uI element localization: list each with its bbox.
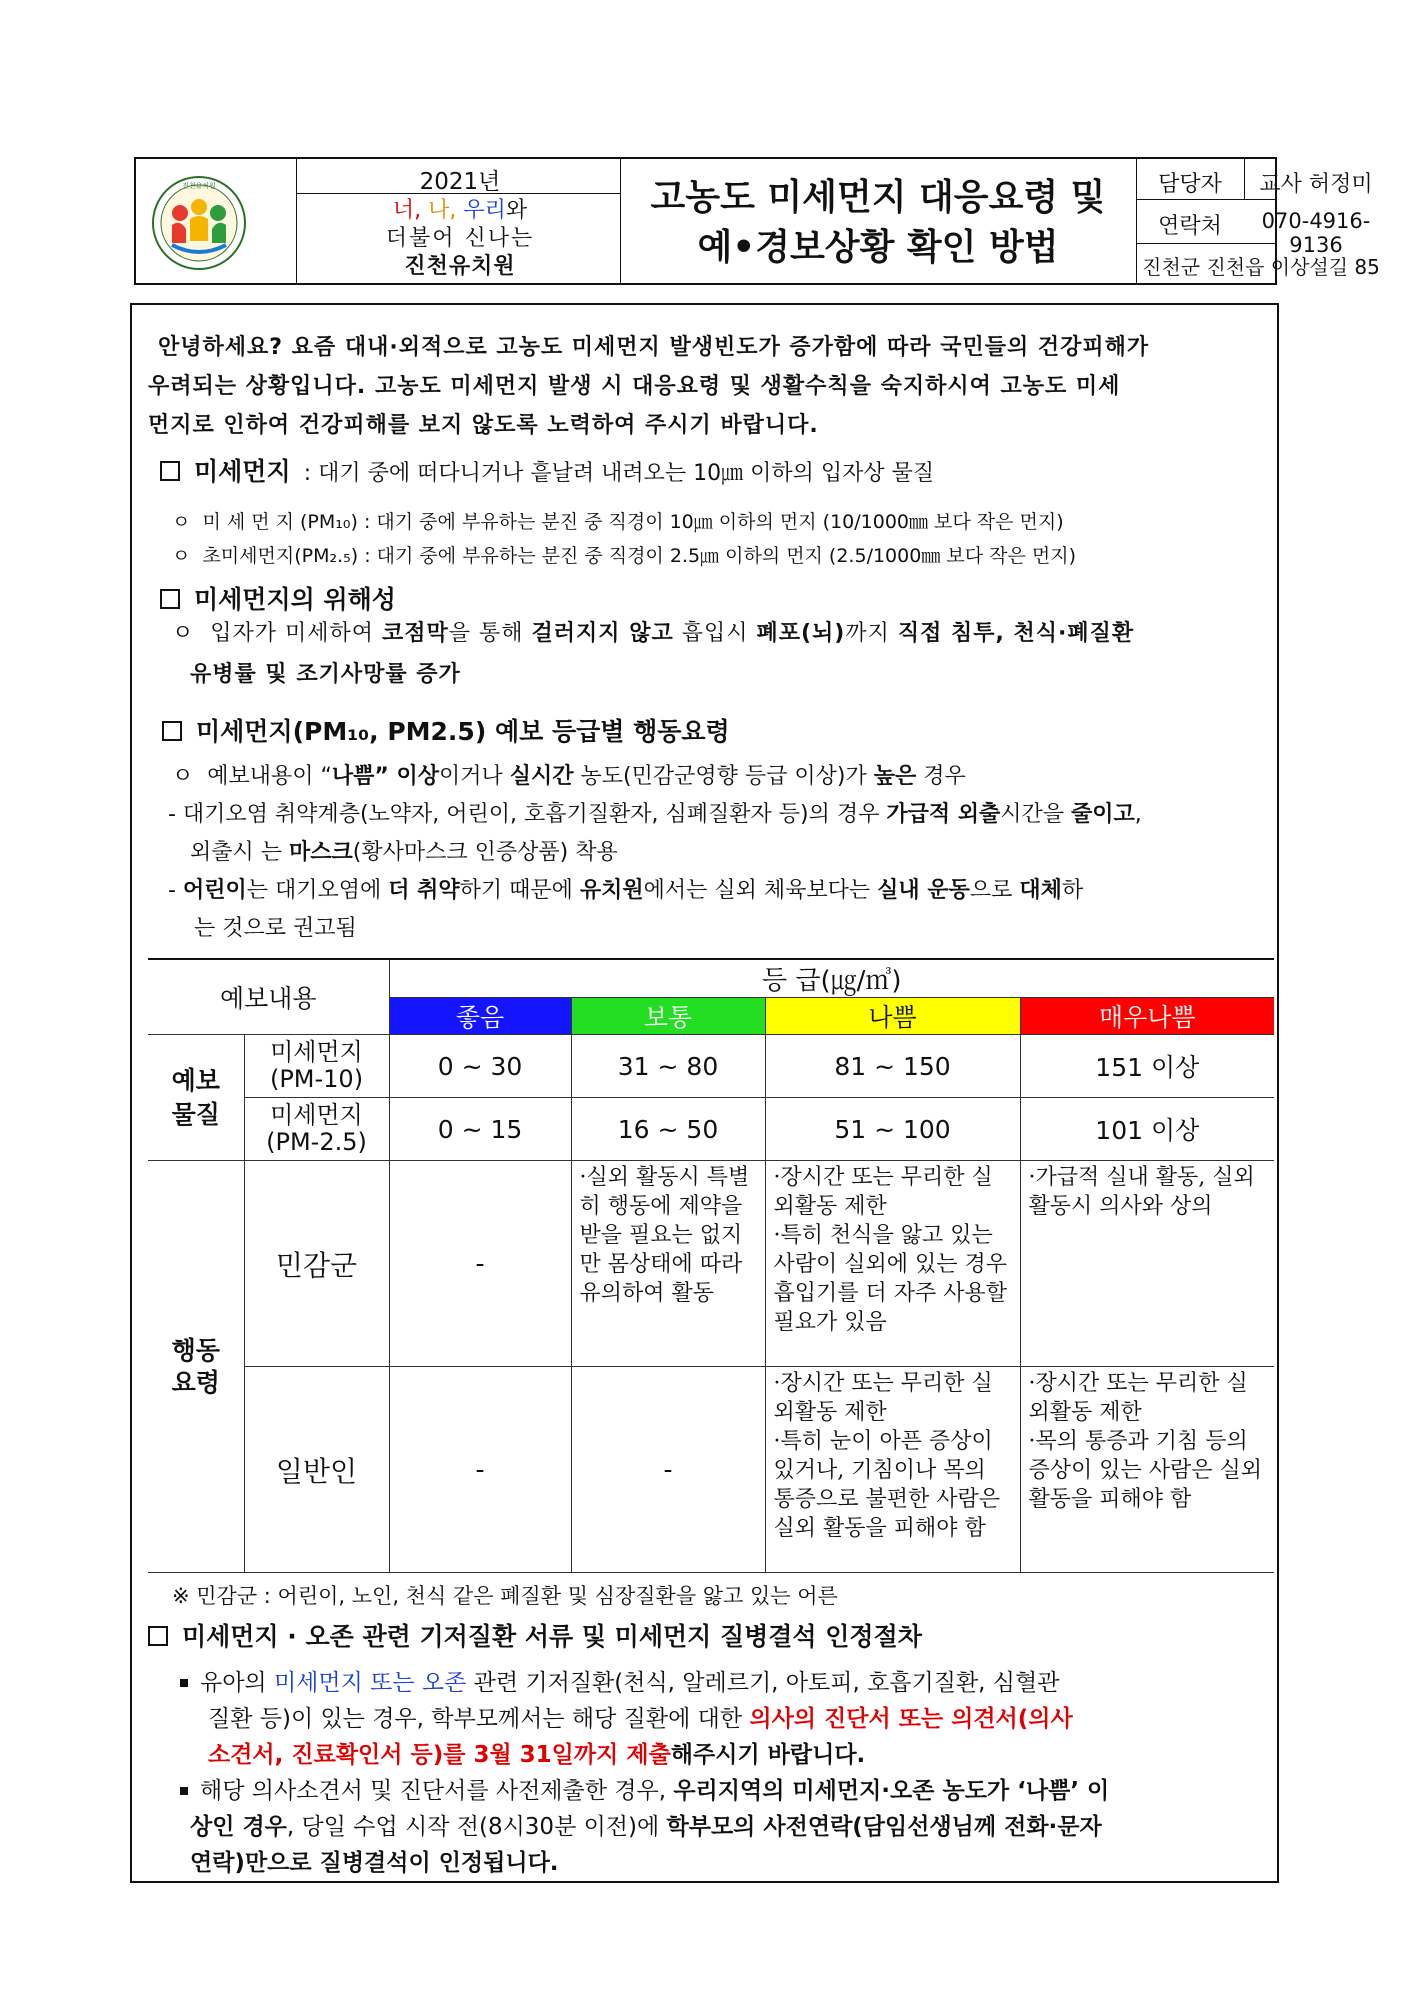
disease-p1-line-1: 유아의 미세먼지 또는 오존 관련 기저질환(천식, 알레르기, 아토피, 호흡기질환, 심혈관 <box>180 1664 1059 1697</box>
disease-p2-line-2: 상인 경우, 당일 수업 시작 전(8시30분 이전)에 학부모의 사전연락(담임선생님께 전화·문자 <box>190 1814 1102 1840</box>
definition-section: 미세먼지 : 대기 중에 떠다니거나 흩날려 내려오는 10㎛ 이하의 입자상 물질 <box>160 452 934 488</box>
checkbox-icon <box>160 589 180 609</box>
general-very-bad: ·장시간 또는 무리한 실외활동 제한 ·목의 통증과 기침 등의 증상이 있는 사람은 실외 활동을 피해야 함 <box>1020 1367 1274 1573</box>
svg-text:진천유치원: 진천유치원 <box>182 182 216 190</box>
pm10-bad: 81 ~ 150 <box>765 1035 1020 1098</box>
intro-line-3: 먼지로 인하여 건강피해를 보지 않도록 노력하여 주시기 바랍니다. <box>148 413 819 438</box>
divider <box>1136 199 1277 200</box>
divider <box>1244 159 1245 199</box>
grade-bad: 나쁨 <box>765 998 1020 1035</box>
action-line-5: 는 것으로 권고됨 <box>194 916 357 941</box>
checkbox-icon <box>162 721 182 741</box>
pm25-very-bad: 101 이상 <box>1020 1098 1274 1161</box>
bullet-icon <box>180 1787 188 1795</box>
action-label: 행동 요령 <box>148 1161 244 1573</box>
manager-value: 교사 허정미 <box>1259 172 1373 197</box>
page-title: 고농도 미세먼지 대응요령 및 예•경보상황 확인 방법 <box>650 177 1106 268</box>
action-line-3: 외출시 는 마스크(황사마스크 인증상품) 착용 <box>190 840 618 865</box>
checkbox-icon <box>160 461 180 481</box>
bullet-icon <box>180 1679 188 1687</box>
harm-section: 미세먼지의 위해성 <box>160 580 396 616</box>
pm10-very-bad: 151 이상 <box>1020 1035 1274 1098</box>
pm25-bad: 51 ~ 100 <box>765 1098 1020 1161</box>
sensitive-label: 민감군 <box>244 1161 389 1367</box>
contact-value: 070-4916-9136 <box>1261 209 1371 257</box>
general-label: 일반인 <box>244 1367 389 1573</box>
address: 진천군 진천읍 이상설길 85 <box>1142 255 1380 279</box>
intro-line-2: 우려되는 상황입니다. 고농도 미세먼지 발생 시 대응요령 및 생활수칙을 숙지하시여 고농도 미세 <box>148 374 1121 399</box>
year-label: 2021년 <box>419 169 501 195</box>
manager-label: 담당자 <box>1158 172 1222 197</box>
pm10-label: 미세먼지 (PM-10) <box>244 1035 389 1098</box>
sensitive-good: - <box>389 1161 571 1367</box>
sensitive-very-bad: ·가급적 실내 활동, 실외 활동시 의사와 상의 <box>1020 1161 1274 1367</box>
harm-line-2: 유병률 및 조기사망률 증가 <box>190 662 461 687</box>
pm25-good: 0 ~ 15 <box>389 1098 571 1161</box>
slogan: 너, 나, 우리와 더불어 신나는 진천유치원 <box>385 198 535 279</box>
action-line-2: - 대기오염 취약계층(노약자, 어린이, 호흡기질환자, 심폐질환자 등)의 경우 가급적 외출시간을 줄이고, <box>168 802 1142 827</box>
disease-p1-line-2: 질환 등)이 있는 경우, 학부모께서는 해당 질환에 대한 의사의 진단서 또는 의견서(의사 <box>208 1706 1073 1732</box>
sensitive-bad: ·장시간 또는 무리한 실외활동 제한 ·특히 천식을 앓고 있는 사람이 실외에 있는 경우 흡입기를 더 자주 사용할 필요가 있음 <box>765 1161 1020 1367</box>
general-normal: - <box>571 1367 765 1573</box>
pm25-normal: 16 ~ 50 <box>571 1098 765 1161</box>
disease-section: 미세먼지 · 오존 관련 기저질환 서류 및 미세먼지 질병결석 인정절차 <box>148 1617 922 1653</box>
sensitive-normal: ·실외 활동시 특별히 행동에 제약을 받을 필요는 없지만 몸상태에 따라 유의하여 활동 <box>571 1161 765 1367</box>
checkbox-icon <box>148 1626 168 1646</box>
divider <box>620 159 621 283</box>
intro-line-1: 안녕하세요? 요즘 대내·외적으로 고농도 미세먼지 발생빈도가 증가함에 따라 국민들의 건강피해가 <box>158 335 1150 360</box>
action-line-4: - 어린이는 대기오염에 더 취약하기 때문에 유치원에서는 실외 체육보다는 실내 운동으로 대체하 <box>168 878 1084 903</box>
disease-p1-line-3: 소견서, 진료확인서 등)를 3월 31일까지 제출해주시기 바랍니다. <box>208 1742 866 1768</box>
forecast-header: 예보내용 <box>148 959 389 1035</box>
general-good: - <box>389 1367 571 1573</box>
grade-header: 등 급(㎍/㎥) <box>389 959 1274 998</box>
disease-p2-line-1: 해당 의사소견서 및 진단서를 사전제출한 경우, 우리지역의 미세먼지·오존 농도가 ‘나쁨’ 이 <box>180 1772 1109 1805</box>
grade-good: 좋음 <box>389 998 571 1035</box>
divider <box>296 159 297 283</box>
disease-p2-line-3: 연락)만으로 질병결석이 인정됩니다. <box>190 1850 559 1876</box>
grade-normal: 보통 <box>571 998 765 1035</box>
grade-table <box>148 958 1274 1573</box>
general-bad: ·장시간 또는 무리한 실외활동 제한 ·특히 눈이 아픈 증상이 있거나, 기침이나 목의 통증으로 불편한 사람은 실외 활동을 피해야 함 <box>765 1367 1020 1573</box>
substance-label: 예보 물질 <box>148 1035 244 1161</box>
header-box <box>134 157 1380 285</box>
grade-very-bad: 매우나쁨 <box>1020 998 1274 1035</box>
harm-line-1: ㅇ 입자가 미세하여 코점막을 통해 걸러지지 않고 흡입시 폐포(뇌)까지 직접 침투, 천식·폐질환 <box>172 621 1135 646</box>
pm25-definition: ㅇ 초미세먼지(PM₂.₅) : 대기 중에 부유하는 분진 중 직경이 2.5㎛ 이하의 먼지 (2.5/1000㎜ 보다 작은 먼지) <box>172 545 1076 567</box>
table-note: ※ 민감군 : 어린이, 노인, 천식 같은 폐질환 및 심장질환을 앓고 있는 어른 <box>172 1584 838 1608</box>
action-line-1: ㅇ 예보내용이 “나쁨” 이상이거나 실시간 농도(민감군영향 등급 이상)가 높은 경우 <box>172 764 966 789</box>
action-section: 미세먼지(PM₁₀, PM2.5) 예보 등급별 행동요령 <box>162 712 730 748</box>
kindergarten-logo-icon <box>144 173 254 273</box>
pm10-normal: 31 ~ 80 <box>571 1035 765 1098</box>
pm10-definition: ㅇ 미 세 먼 지 (PM₁₀) : 대기 중에 부유하는 분진 중 직경이 10㎛ 이하의 먼지 (10/1000㎜ 보다 작은 먼지) <box>172 511 1064 533</box>
pm25-label: 미세먼지 (PM-2.5) <box>244 1098 389 1161</box>
contact-label: 연락처 <box>1158 214 1222 239</box>
pm10-good: 0 ~ 30 <box>389 1035 571 1098</box>
